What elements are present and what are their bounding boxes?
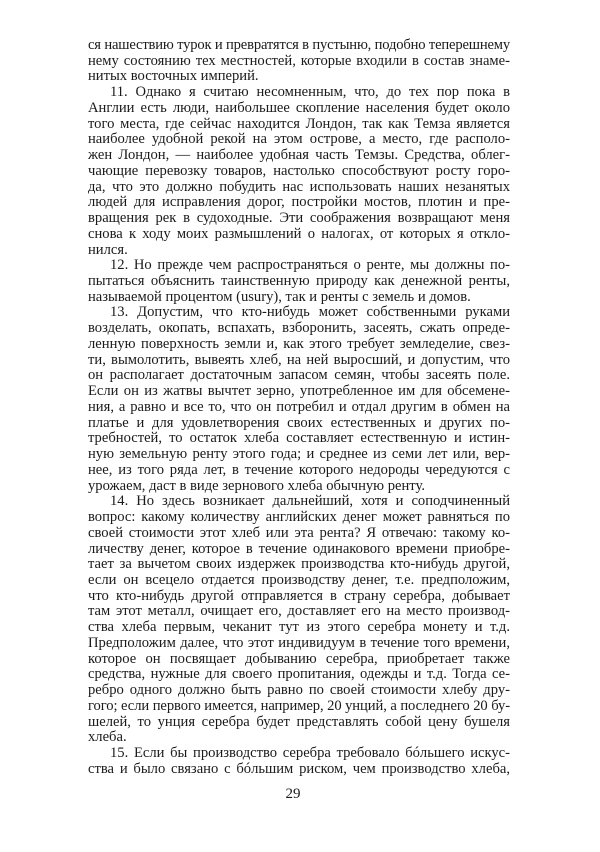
text-line: что кто-нибудь другой отправляется в страну серебра, добывает <box>88 587 510 604</box>
text-line: средства, нужные для своего пропитания, одежды и т.д. Тогда се- <box>88 666 510 683</box>
text-line: которое он посвящает добыванию серебра, приобретает также <box>88 650 510 667</box>
text-line: того места, где сейчас находится Лондон, так как Темза является <box>88 115 510 132</box>
text-line: хлеба. <box>88 729 127 746</box>
text-line: урожаем, даст в виде зернового хлеба обычную ренту. <box>88 477 425 494</box>
text-line: 15. Если бы производство серебра требовало бóльшего искус- <box>110 745 510 762</box>
text-line: чающие перевозку товаров, настолько способствуют росту горо- <box>88 162 510 179</box>
text-line: наиболее удобной рекой на этом острове, а место, где располо- <box>88 131 510 148</box>
page-number: 29 <box>285 786 301 802</box>
page-body-text <box>88 38 510 778</box>
text-line: пытаться объяснить таинственную природу как денежной ренты, <box>88 273 510 290</box>
text-line: возделать, окопать, вспахать, взборонить, засеять, сжать опреде- <box>88 320 510 337</box>
text-line: вопрос: какому количеству английских денег может равняться по <box>88 509 510 526</box>
text-line: нитых восточных империй. <box>88 68 259 85</box>
text-line: 12. Но прежде чем распространяться о ренте, мы должны по- <box>110 257 510 274</box>
text-line: 14. Но здесь возникает дальнейший, хотя и соподчиненный <box>110 493 510 510</box>
text-line: ся нашествию турок и превратятся в пустыню, подобно теперешнему <box>88 37 511 53</box>
text-line: жен Лондон, — наиболее удобная часть Темзы. Средства, облег- <box>88 147 510 164</box>
text-line: ства хлеба первым, чеканит тут из этого серебра монету и т.д. <box>88 619 510 636</box>
text-line: ства и было связано с бóльшим риском, чем производство хлеба, <box>88 760 510 777</box>
text-line: нился. <box>88 241 128 258</box>
text-line: гого; если первого имеется, например, 20 унций, а последнего 20 бу- <box>88 697 510 714</box>
text-line: да, что это должно побудить нас использовать наших незанятых <box>88 178 510 195</box>
text-line: ребро одного должно быть равно по своей стоимости хлебу дру- <box>88 682 510 699</box>
text-line: ную земельную ренту этого года; и среднее из семи лет или, вер- <box>88 446 510 463</box>
text-line: 13. Допустим, что кто-нибудь может собственными руками <box>110 304 510 321</box>
text-line: платье и для удовлетворения своих естественных и других по- <box>88 414 510 431</box>
text-line: ленную поверхность земли и, как этого требует земледелие, свез- <box>88 335 510 352</box>
text-line: если он всецело отдается производству денег, т.е. предположим, <box>88 571 510 588</box>
text-line: ти, вымолотить, вывеять хлеб, на ней выросший, и допустим, что <box>88 351 510 368</box>
text-line: личеству денег, которое в течение одинакового времени приобре- <box>88 540 510 557</box>
text-line: нее, из того ряда лет, в течение которого недороды чередуются с <box>88 461 510 478</box>
text-line: там этот металл, очищает его, доставляет его на место производ- <box>88 603 510 620</box>
text-line: своей стоимости этот хлеб или эта рента? Я отвечаю: такому ко- <box>88 524 510 541</box>
text-line: вращения рек в судоходные. Эти соображения возвращают меня <box>88 210 510 227</box>
text-line: Предположим далее, что этот индивидуум в течение того времени, <box>88 634 510 651</box>
text-line: он располагает достаточным запасом семян, чтобы засеять поле. <box>88 367 510 384</box>
text-line: Англии есть люди, наибольшее скопление населения будет около <box>88 99 510 116</box>
text-line: тает за вычетом своих издержек производства кто-нибудь другой, <box>88 556 510 573</box>
text-line: требностей, то остаток хлеба составляет естественную и истин- <box>88 430 510 447</box>
text-line: нему состоянию тех местностей, которые входили в состав знаме- <box>88 52 510 69</box>
text-line: 11. Однако я считаю несомненным, что, до тех пор пока в <box>110 84 510 101</box>
text-line: ния, а равно и все то, что он потребил и отдал другим в обмен на <box>88 398 510 415</box>
text-line: называемой процентом (usury), так и ренты с земель и домов. <box>88 288 471 305</box>
text-line: шелей, то унция серебра будет представлять собой цену бушеля <box>88 713 510 730</box>
text-line: людей для исправления дорог, постройки мостов, плотин и пре- <box>88 194 510 211</box>
text-line: Если он из жатвы вычтет зерно, употребленное им для обсемене- <box>88 383 510 400</box>
text-line: снова к ходу моих размышлений о налогах, от которых я откло- <box>88 225 510 242</box>
